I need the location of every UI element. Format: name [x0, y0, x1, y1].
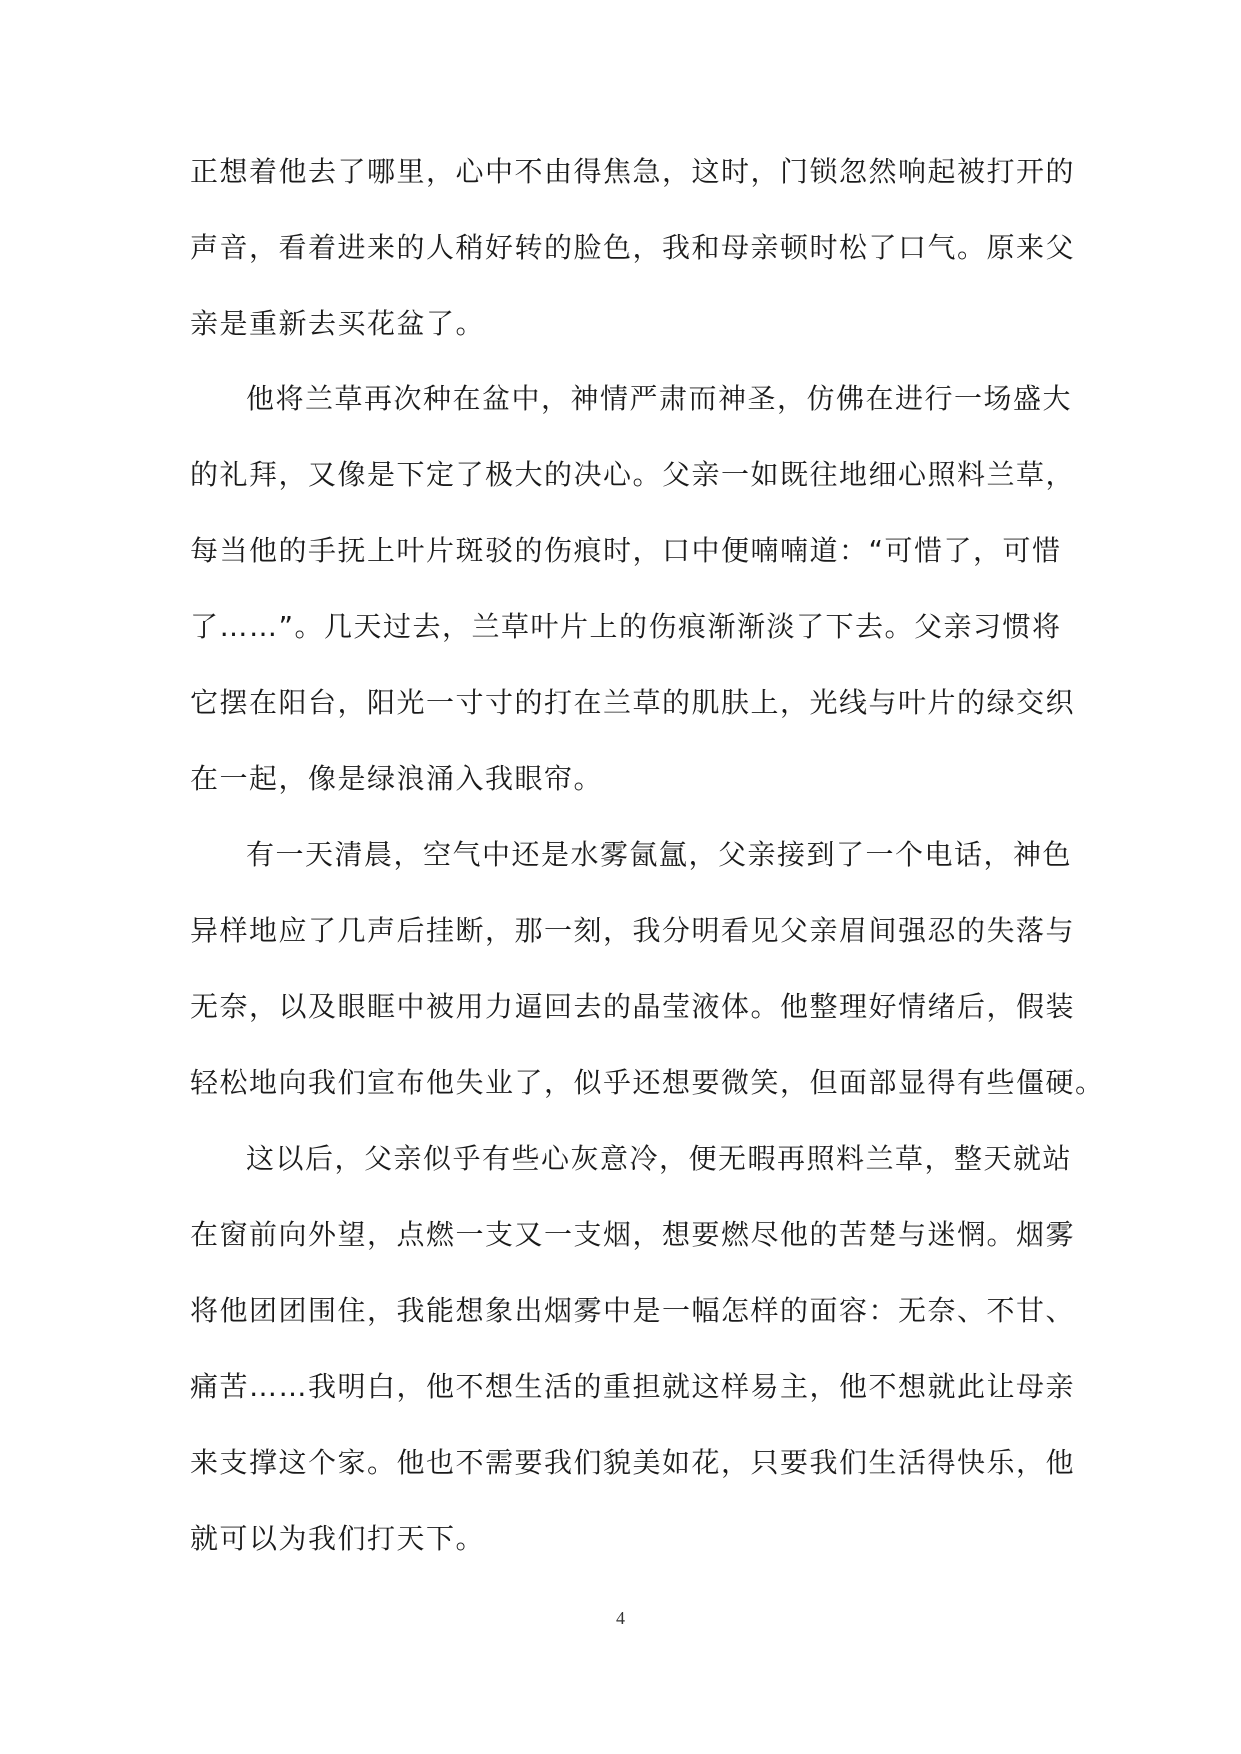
text-line: 轻松地向我们宣布他失业了，似乎还想要微笑，但面部显得有些僵硬。 [190, 1066, 1105, 1099]
text-line: 在窗前向外望，点燃一支又一支烟，想要燃尽他的苦楚与迷惘。烟雾 [190, 1218, 1076, 1251]
text-line: 就可以为我们打天下。 [190, 1522, 486, 1555]
text-line: 异样地应了几声后挂断，那一刻，我分明看见父亲眉间强忍的失落与 [190, 914, 1076, 947]
text-line: 将他团团围住，我能想象出烟雾中是一幅怎样的面容：无奈、不甘、 [190, 1294, 1076, 1327]
text-line: 声音，看着进来的人稍好转的脸色，我和母亲顿时松了口气。原来父 [190, 231, 1076, 264]
text-line: 正想着他去了哪里，心中不由得焦急，这时，门锁忽然响起被打开的 [190, 155, 1076, 188]
text-line: 有一天清晨，空气中还是水雾氤氲，父亲接到了一个电话，神色 [246, 838, 1073, 871]
text-line: 了……”。几天过去，兰草叶片上的伤痕渐渐淡了下去。父亲习惯将 [190, 610, 1062, 643]
text-line: 来支撑这个家。他也不需要我们貌美如花，只要我们生活得快乐，他 [190, 1446, 1076, 1479]
text-line: 的礼拜，又像是下定了极大的决心。父亲一如既往地细心照料兰草， [190, 458, 1076, 491]
text-line: 亲是重新去买花盆了。 [190, 307, 486, 340]
text-line: 每当他的手抚上叶片斑驳的伤痕时，口中便喃喃道：“可惜了，可惜 [190, 534, 1062, 567]
text-line: 他将兰草再次种在盆中，神情严肃而神圣，仿佛在进行一场盛大 [246, 382, 1073, 415]
text-line: 这以后，父亲似乎有些心灰意冷，便无暇再照料兰草，整天就站 [246, 1142, 1073, 1175]
text-line: 它摆在阳台，阳光一寸寸的打在兰草的肌肤上，光线与叶片的绿交织 [190, 686, 1076, 719]
text-line: 痛苦……我明白，他不想生活的重担就这样易主，他不想就此让母亲 [190, 1370, 1076, 1403]
text-line: 在一起，像是绿浪涌入我眼帘。 [190, 762, 604, 795]
page-number: 4 [616, 1608, 625, 1628]
text-line: 无奈，以及眼眶中被用力逼回去的晶莹液体。他整理好情绪后，假装 [190, 990, 1076, 1023]
